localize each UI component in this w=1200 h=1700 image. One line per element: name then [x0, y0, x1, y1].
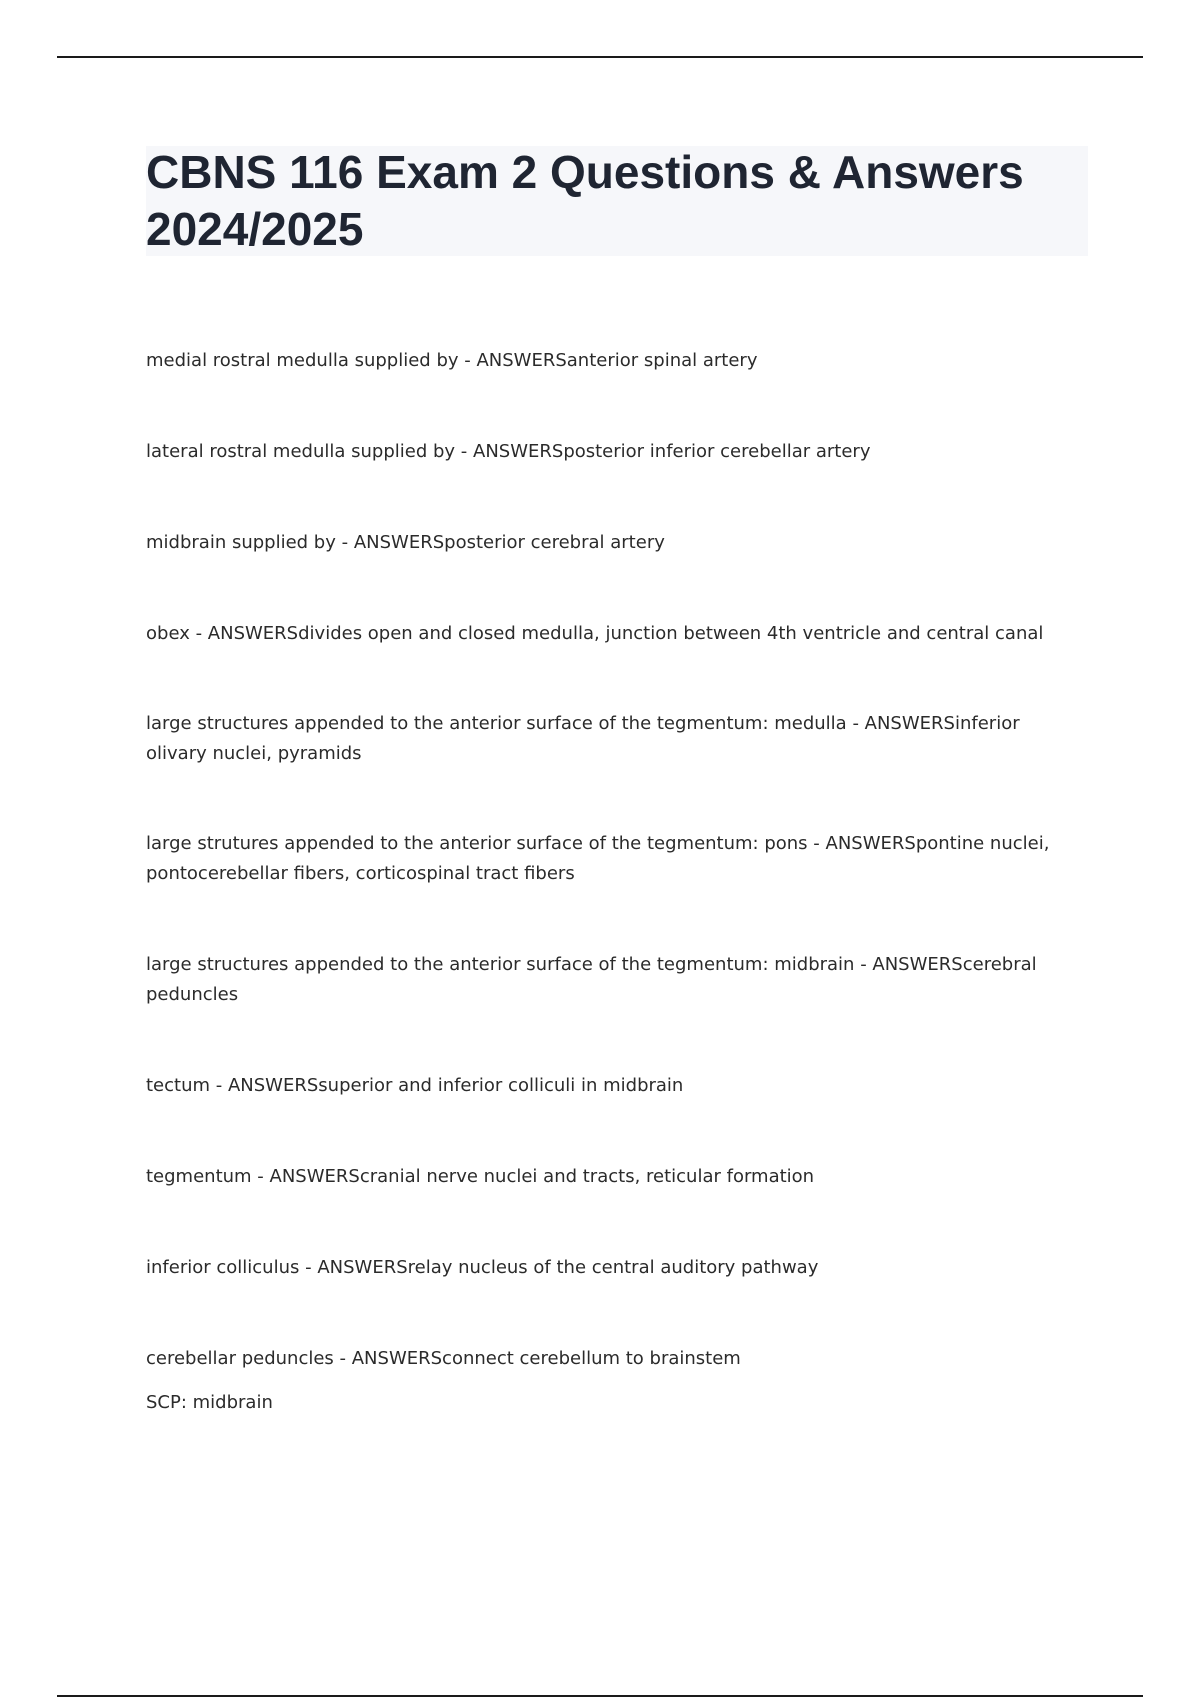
qa-item — [146, 346, 1086, 376]
answer-separator: - ANSWERS — [854, 954, 963, 975]
answer: relay nucleus of the central auditory pathway — [407, 1257, 819, 1278]
answer-separator: - ANSWERS — [333, 1348, 443, 1369]
page-title: CBNS 116 Exam 2 Questions & Answers 2024/2025 — [146, 146, 1024, 255]
qa-item — [146, 619, 1086, 649]
question: inferior colliculus — [146, 1257, 300, 1278]
answer-separator: - ANSWERS — [189, 623, 299, 644]
question: tectum — [146, 1075, 211, 1096]
question: midbrain supplied by — [146, 532, 336, 553]
question: large structures appended to the anterior surface of the tegmentum: midbrain — [146, 954, 855, 975]
answer-separator: - ANSWERS — [455, 441, 564, 462]
answer: cerebral peduncles — [146, 954, 1037, 1005]
question: lateral rostral medulla supplied by — [146, 441, 456, 462]
answer-separator: - ANSWERS — [846, 713, 955, 734]
answer-separator: - ANSWERS — [458, 350, 567, 371]
answer: connect cerebellum to brainstem — [442, 1348, 741, 1369]
answer: posterior inferior cerebellar artery — [563, 441, 871, 462]
question: obex — [146, 623, 190, 644]
question: medial rostral medulla supplied by — [146, 350, 459, 371]
answer-separator: - ANSWERS — [210, 1075, 319, 1096]
answer-continuation: SCP: midbrain — [146, 1392, 273, 1413]
bottom-rule — [57, 1695, 1143, 1697]
answer: inferior olivary nuclei, pyramids — [146, 713, 1020, 764]
answer: posterior cerebral artery — [444, 532, 665, 553]
question: large structures appended to the anterior surface of the tegmentum: medulla — [146, 713, 847, 734]
qa-item — [146, 950, 1086, 1010]
top-rule — [57, 56, 1143, 58]
answer: anterior spinal artery — [566, 350, 758, 371]
qa-item — [146, 437, 1086, 467]
answer: pontine nuclei, pontocerebellar fibers, corticospinal tract fibers — [146, 833, 1050, 884]
qa-item — [146, 709, 1086, 769]
answer-separator: - ANSWERS — [335, 532, 445, 553]
qa-item — [146, 1071, 1086, 1101]
question: large strutures appended to the anterior surface of the tegmentum: pons — [146, 833, 808, 854]
question: cerebellar peduncles — [146, 1348, 334, 1369]
answer-separator: - ANSWERS — [251, 1166, 360, 1187]
qa-item — [146, 1344, 1086, 1374]
question: tegmentum — [146, 1166, 252, 1187]
qa-item — [146, 829, 1086, 889]
answer: divides open and closed medulla, junction between 4th ventricle and central canal — [298, 623, 1044, 644]
qa-item — [146, 1253, 1086, 1283]
qa-item — [146, 1162, 1086, 1192]
answer-separator: - ANSWERS — [807, 833, 916, 854]
answer: superior and inferior colliculi in midbrain — [318, 1075, 684, 1096]
answer-separator: - ANSWERS — [299, 1257, 408, 1278]
answer: cranial nerve nuclei and tracts, reticular formation — [359, 1166, 815, 1187]
qa-item — [146, 528, 1086, 558]
